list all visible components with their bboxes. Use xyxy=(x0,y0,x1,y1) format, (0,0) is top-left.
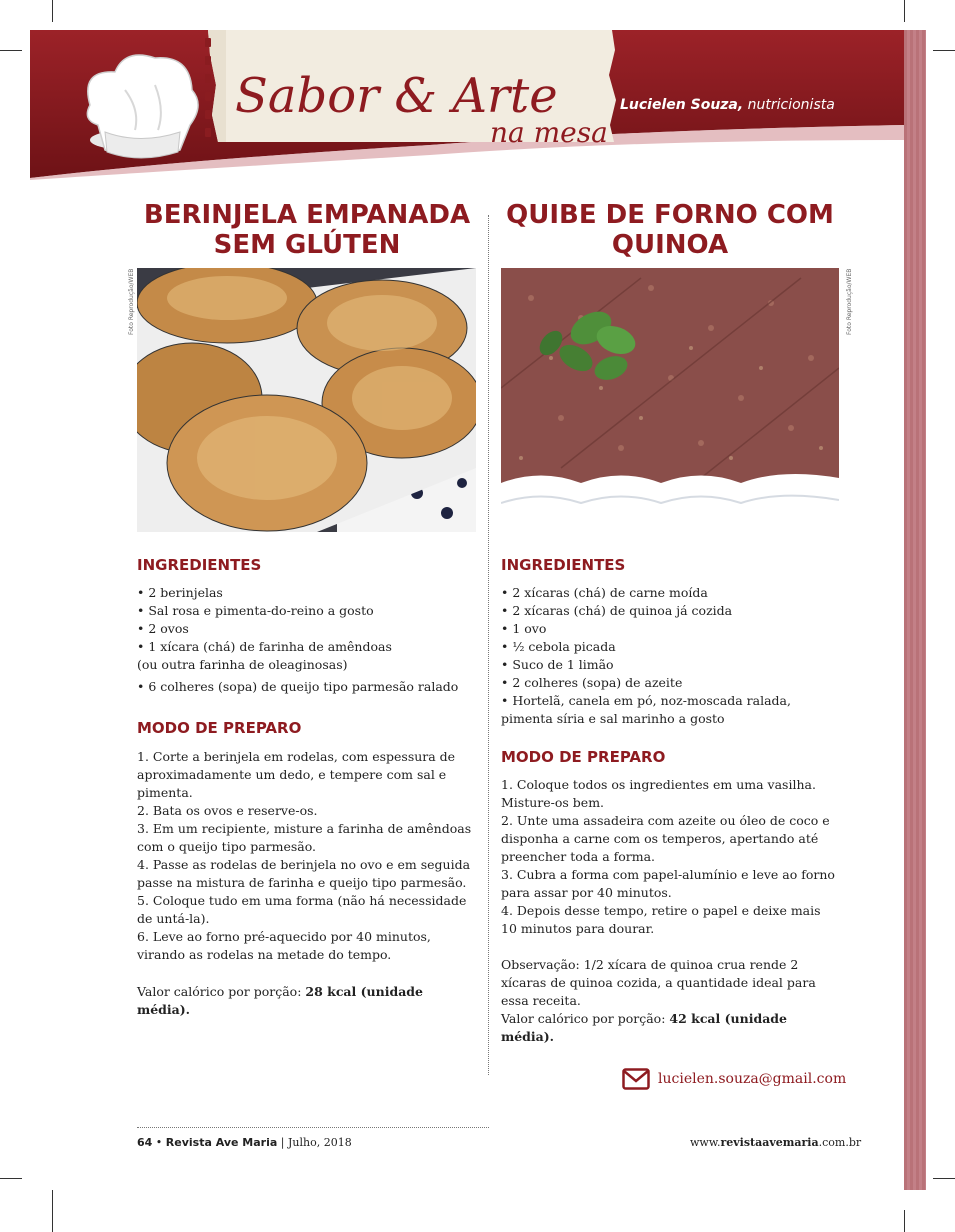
list-item: • 2 ovos xyxy=(137,621,189,636)
list-item: • Hortelã, canela em pó, noz-moscada ralada, xyxy=(501,693,791,708)
calorie-label: Valor calórico por porção: xyxy=(137,984,306,999)
photo-credit: Foto Reprodução/WEB xyxy=(846,268,853,335)
list-item: • 1 ovo xyxy=(501,621,547,636)
ingredients-heading: INGREDIENTES xyxy=(501,556,626,574)
list-item: (ou outra farinha de oleaginosas) xyxy=(137,657,348,672)
crop-mark xyxy=(933,1178,955,1179)
list-item: • 1 xícara (chá) de farinha de amêndoas xyxy=(137,639,392,654)
crop-mark xyxy=(904,1210,905,1232)
author-email[interactable] xyxy=(622,1068,846,1090)
ingredients-heading: INGREDIENTES xyxy=(137,556,262,574)
list-item: • 6 colheres (sopa) de queijo tipo parmesão ralado xyxy=(137,679,459,694)
method-heading: MODO DE PREPARO xyxy=(137,719,302,737)
list-item: • ½ cebola picada xyxy=(501,639,616,654)
method-step: 4. Depois desse tempo, retire o papel e deixe mais 10 minutos para dourar. xyxy=(501,903,821,936)
recipe-photo xyxy=(137,268,476,532)
method-step: 2. Bata os ovos e reserve-os. xyxy=(137,803,318,818)
url-domain: revistaavemaria xyxy=(720,1136,819,1149)
method-step: 6. Leve ao forno pré-aquecido por 40 minutos, virando as rodelas na metade do tempo. xyxy=(137,929,431,962)
method-steps xyxy=(137,748,475,964)
calorie-info xyxy=(137,983,475,1019)
recipe-title-line: QUIBE DE FORNO COM xyxy=(506,200,834,230)
recipe-title-line: QUINOA xyxy=(611,230,729,260)
author-name: Lucielen Souza, xyxy=(620,97,744,113)
url-suffix: .com.br xyxy=(818,1136,862,1149)
list-item: pimenta síria e sal marinho a gosto xyxy=(501,711,725,726)
calorie-value: 42 kcal (unidade média). xyxy=(501,1011,787,1044)
ingredients-list xyxy=(137,584,477,696)
column-header xyxy=(30,30,904,180)
method-step: 1. Coloque todos os ingredientes em uma vasilha. Misture-os bem. xyxy=(501,777,816,810)
recipe-photo xyxy=(501,268,839,532)
calorie-info xyxy=(501,1010,837,1046)
method-step: 5. Coloque tudo em uma forma (não há necessidade de untá-la). xyxy=(137,893,467,926)
list-item: • 2 xícaras (chá) de quinoa já cozida xyxy=(501,603,733,618)
recipe-title xyxy=(500,200,840,260)
crop-mark xyxy=(0,50,22,51)
crop-mark xyxy=(0,1178,22,1179)
email-address[interactable]: lucielen.souza@gmail.com xyxy=(658,1071,847,1087)
calorie-label: Valor calórico por porção: xyxy=(501,1011,670,1026)
method-steps xyxy=(501,776,837,938)
url-prefix: www. xyxy=(690,1136,721,1149)
list-item: • 2 colheres (sopa) de azeite xyxy=(501,675,683,690)
method-step: 3. Cubra a forma com papel-alumínio e leve ao forno para assar por 40 minutos. xyxy=(501,867,835,900)
crop-mark xyxy=(52,0,53,22)
method-heading: MODO DE PREPARO xyxy=(501,748,666,766)
author-credit xyxy=(620,97,835,113)
method-step: 2. Unte uma assadeira com azeite ou óleo de coco e disponha a carne com os temperos, apertando até preencher toda a forma. xyxy=(501,813,830,864)
calorie-value: 28 kcal (unidade média). xyxy=(137,984,423,1017)
list-item: • 2 berinjelas xyxy=(137,585,223,600)
recipe-title-line: BERINJELA EMPANADA xyxy=(143,200,471,230)
photo-credit: Foto Reprodução/WEB xyxy=(128,268,135,335)
method-step: 4. Passe as rodelas de berinjela no ovo e em seguida passe na mistura de farinha e queijo tipo parmesão. xyxy=(137,857,471,890)
page-number: 64 xyxy=(137,1136,153,1149)
column-divider xyxy=(488,215,489,1075)
footer-divider xyxy=(137,1127,489,1128)
crop-mark xyxy=(904,0,905,22)
recipe-title-line: SEM GLÚTEN xyxy=(213,230,401,260)
footer-folio: 64 • Revista Ave Maria | Julho, 2018 xyxy=(137,1136,352,1149)
list-item: • Suco de 1 limão xyxy=(501,657,614,672)
crop-mark xyxy=(933,50,955,51)
ingredients-list xyxy=(501,584,841,728)
website-url[interactable] xyxy=(690,1136,861,1149)
column-title: Sabor & Arte xyxy=(235,68,558,124)
column-subtitle: na mesa xyxy=(490,116,608,149)
list-item: • Sal rosa e pimenta-do-reino a gosto xyxy=(137,603,374,618)
magazine-name: Revista Ave Maria xyxy=(165,1136,278,1149)
envelope-icon xyxy=(622,1068,650,1090)
method-step: 1. Corte a berinjela em rodelas, com espessura de aproximadamente um dedo, e tempere com sal e pimenta. xyxy=(137,749,456,800)
observation-note: Observação: 1/2 xícara de quinoa crua rende 2 xícaras de quinoa cozida, a quantidade ideal para essa receita. xyxy=(501,957,816,1008)
crop-mark xyxy=(52,1190,53,1232)
list-item: • 2 xícaras (chá) de carne moída xyxy=(501,585,708,600)
side-color-strip xyxy=(904,30,926,1190)
issue-date: Julho, 2018 xyxy=(288,1136,352,1149)
recipe-title xyxy=(137,200,477,260)
author-role: nutricionista xyxy=(743,97,835,113)
method-step: 3. Em um recipiente, misture a farinha de amêndoas com o queijo tipo parmesão. xyxy=(137,821,472,854)
